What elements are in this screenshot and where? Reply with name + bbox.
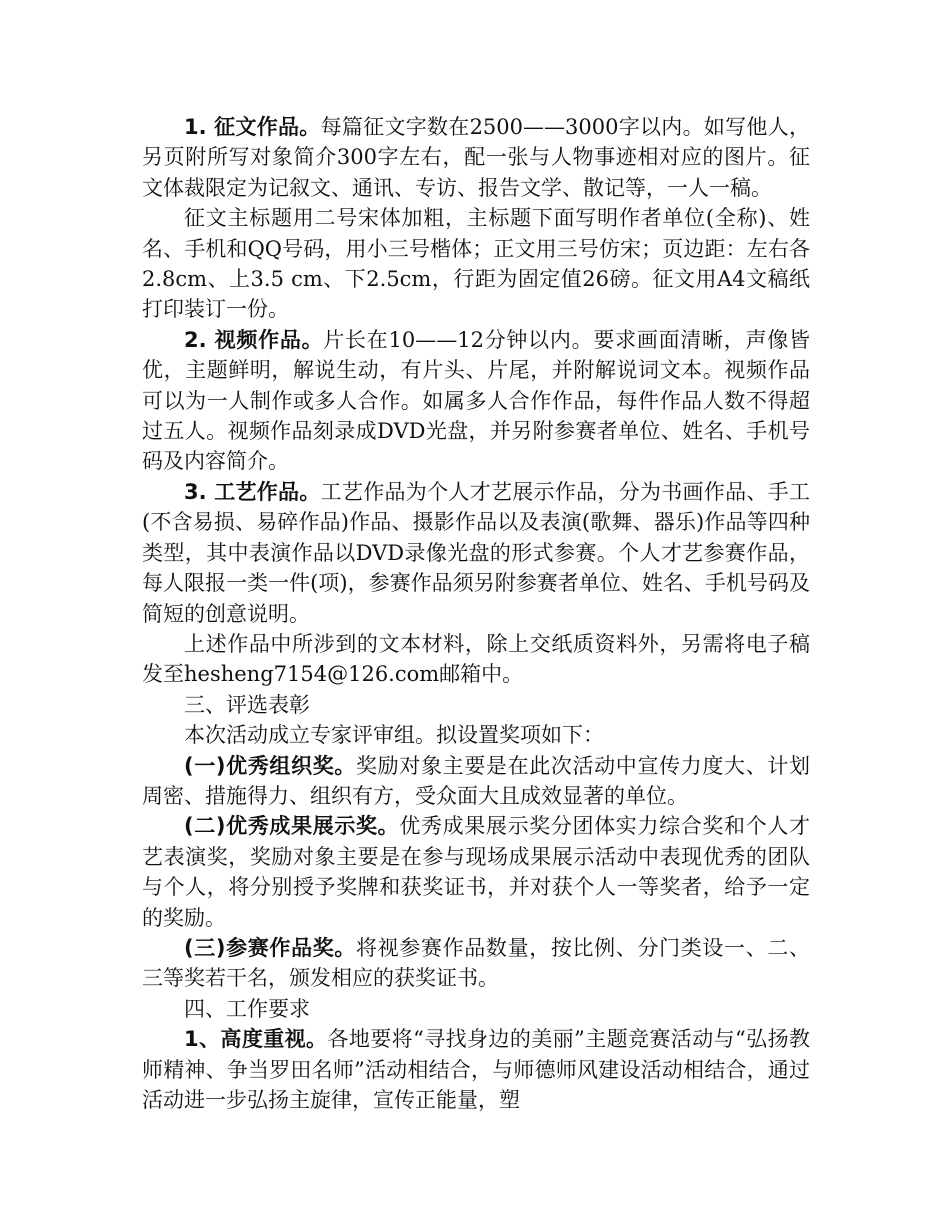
- award-organization-text: 奖励对象主要是在此次活动中宣传力度大、计划周密、措施得力、组织有方，受众面大且成效显著的单位。: [142, 753, 810, 808]
- video-text: 片长在10——12分钟以内。要求画面清晰，声像皆优，主题鲜明，解说生动，有片头、片尾，并附解说词文本。视频作品可以为一人制作或多人合作。如属多人合作作品，每件作品人数不得超过五人。视频作品刻录成DVD光盘，并另附参赛者单位、姓名、手机号码及内容简介。: [142, 327, 810, 474]
- craft-lead: 3. 工艺作品。: [184, 479, 321, 504]
- award-showcase-lead: (二)优秀成果展示奖。: [184, 814, 400, 839]
- requirement-priority-lead: 1、高度重视。: [184, 1027, 328, 1052]
- heading-awards: 三、评选表彰: [184, 692, 310, 717]
- section-craft: [142, 477, 810, 629]
- award-organization: [142, 751, 810, 812]
- award-entries-lead: (三)参赛作品奖。: [184, 935, 357, 960]
- section-essay: [142, 112, 810, 203]
- document-page: [142, 112, 810, 1115]
- video-lead: 2. 视频作品。: [184, 327, 324, 352]
- section-essay-format: [142, 203, 810, 325]
- award-intro: 本次活动成立专家评审组。拟设置奖项如下：: [184, 723, 604, 748]
- essay-lead: 1. 征文作品。: [184, 115, 321, 139]
- award-entries-text: 将视参赛作品数量，按比例、分门类设一、二、三等奖若干名，颁发相应的获奖证书。: [142, 935, 810, 991]
- electronic-copy-text: 上述作品中所涉到的文本材料，除上交纸质资料外，另需将电子稿发至hesheng7154@126.com邮箱中。: [142, 631, 810, 687]
- award-organization-lead: (一)优秀组织奖。: [184, 753, 357, 778]
- award-showcase: [142, 811, 810, 933]
- craft-text: 工艺作品为个人才艺展示作品，分为书画作品、手工(不含易损、易碎作品)作品、摄影作品以及表演(歌舞、器乐)作品等四种类型，其中表演作品以DVD录像光盘的形式参赛。个人才艺参赛作品，每人限报一类一件(项)，参赛作品须另附参赛者单位、姓名、手机号码及简短的创意说明。: [142, 479, 810, 626]
- section-electronic-copy: [142, 629, 810, 690]
- heading-requirements: 四、工作要求: [184, 996, 310, 1021]
- requirement-priority-text: 各地要将“寻找身边的美丽”主题竞赛活动与“弘扬教师精神、争当罗田名师”活动相结合，与师德师风建设活动相结合，通过活动进一步弘扬主旋律，宣传正能量，塑: [142, 1027, 810, 1112]
- section-video: [142, 325, 810, 477]
- essay-text: 每篇征文字数在2500——3000字以内。如写他人，另页附所写对象简介300字左右，配一张与人物事迹相对应的图片。征文体裁限定为记叙文、通讯、专访、报告文学、散记等，一人一稿。: [142, 115, 810, 200]
- requirement-priority: [142, 1024, 810, 1115]
- essay-format-text: 征文主标题用二号宋体加粗，主标题下面写明作者单位(全称)、姓名、手机和QQ号码，用小三号楷体；正文用三号仿宋；页边距：左右各2.8cm、上3.5 cm、下2.5cm，行距为固定值26磅。征文用A4文稿纸打印装订一份。: [142, 206, 810, 322]
- award-entries: [142, 933, 810, 994]
- award-showcase-text: 优秀成果展示奖分团体实力综合奖和个人才艺表演奖，奖励对象主要是在参与现场成果展示活动中表现优秀的团队与个人，将分别授予奖牌和获奖证书，并对获个人一等奖者，给予一定的奖励。: [142, 814, 810, 930]
